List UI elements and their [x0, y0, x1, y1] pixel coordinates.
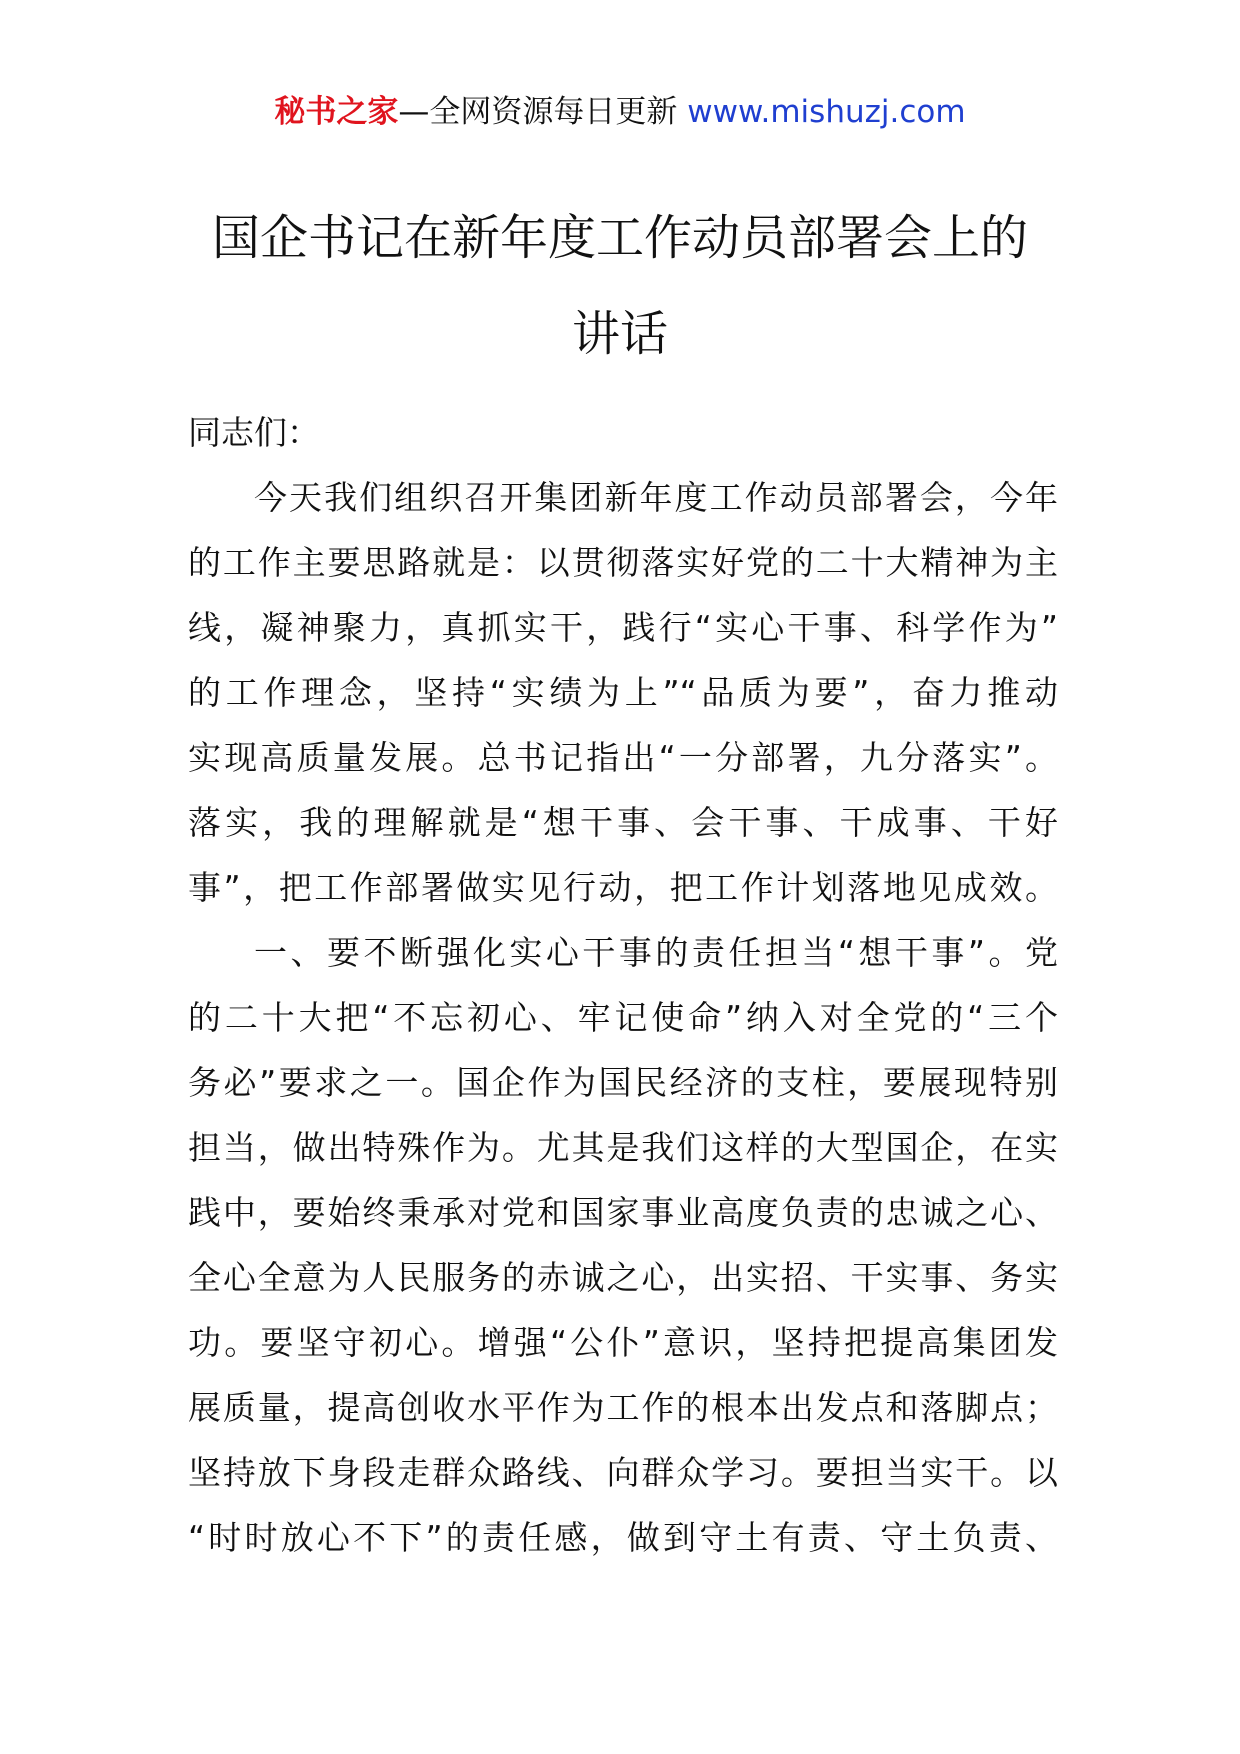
site-header: [0, 92, 1240, 132]
site-url-link[interactable]: www.mishuzj.com: [687, 94, 966, 130]
title-line-2: 讲话: [571, 306, 668, 362]
document-body: [188, 400, 1058, 1570]
section-1-line-3: 务必”要求之一。国企作为国民经济的支柱，要展现特别: [188, 1063, 1058, 1102]
section-1-line-7: 功。要坚守初心。增强“公仆”意识，坚持把提高集团发: [188, 1323, 1058, 1362]
header-tagline: —全网资源每日更新: [398, 94, 688, 130]
section-1-line-10: “时时放心不下”的责任感，做到守土有责、守土负责、: [188, 1518, 1058, 1557]
paragraph-1-line-1: 今天我们组织召开集团新年度工作动员部署会，今年: [254, 478, 1058, 517]
salutation: 同志们：: [188, 413, 320, 452]
paragraph-1-line-4: 的工作理念，坚持“实绩为上”“品质为要”，奋力推动: [188, 673, 1058, 712]
paragraph-1-line-7: 事”，把工作部署做实见行动，把工作计划落地见成效。: [188, 868, 1058, 907]
section-1-line-2: 的二十大把“不忘初心、牢记使命”纳入对全党的“三个: [188, 998, 1058, 1037]
paragraph-1-line-5: 实现高质量发展。总书记指出“一分部署，九分落实”。: [188, 738, 1058, 777]
section-1-heading-line: 一、要不断强化实心干事的责任担当“想干事”。党: [254, 933, 1058, 972]
document-title: [0, 190, 1240, 382]
brand-name: 秘书之家: [274, 94, 399, 130]
paragraph-1-line-6: 落实，我的理解就是“想干事、会干事、干成事、干好: [188, 803, 1058, 842]
title-line-1: 国企书记在新年度工作动员部署会上的: [211, 210, 1028, 266]
section-1-line-4: 担当，做出特殊作为。尤其是我们这样的大型国企，在实: [188, 1128, 1058, 1167]
section-1-line-8: 展质量，提高创收水平作为工作的根本出发点和落脚点；: [188, 1388, 1058, 1427]
section-1-line-6: 全心全意为人民服务的赤诚之心，出实招、干实事、务实: [188, 1258, 1058, 1297]
section-1-line-5: 践中，要始终秉承对党和国家事业高度负责的忠诚之心、: [188, 1193, 1058, 1232]
section-1-line-9: 坚持放下身段走群众路线、向群众学习。要担当实干。以: [188, 1453, 1058, 1492]
paragraph-1-line-2: 的工作主要思路就是：以贯彻落实好党的二十大精神为主: [188, 543, 1058, 582]
paragraph-1-line-3: 线，凝神聚力，真抓实干，践行“实心干事、科学作为”: [188, 608, 1058, 647]
